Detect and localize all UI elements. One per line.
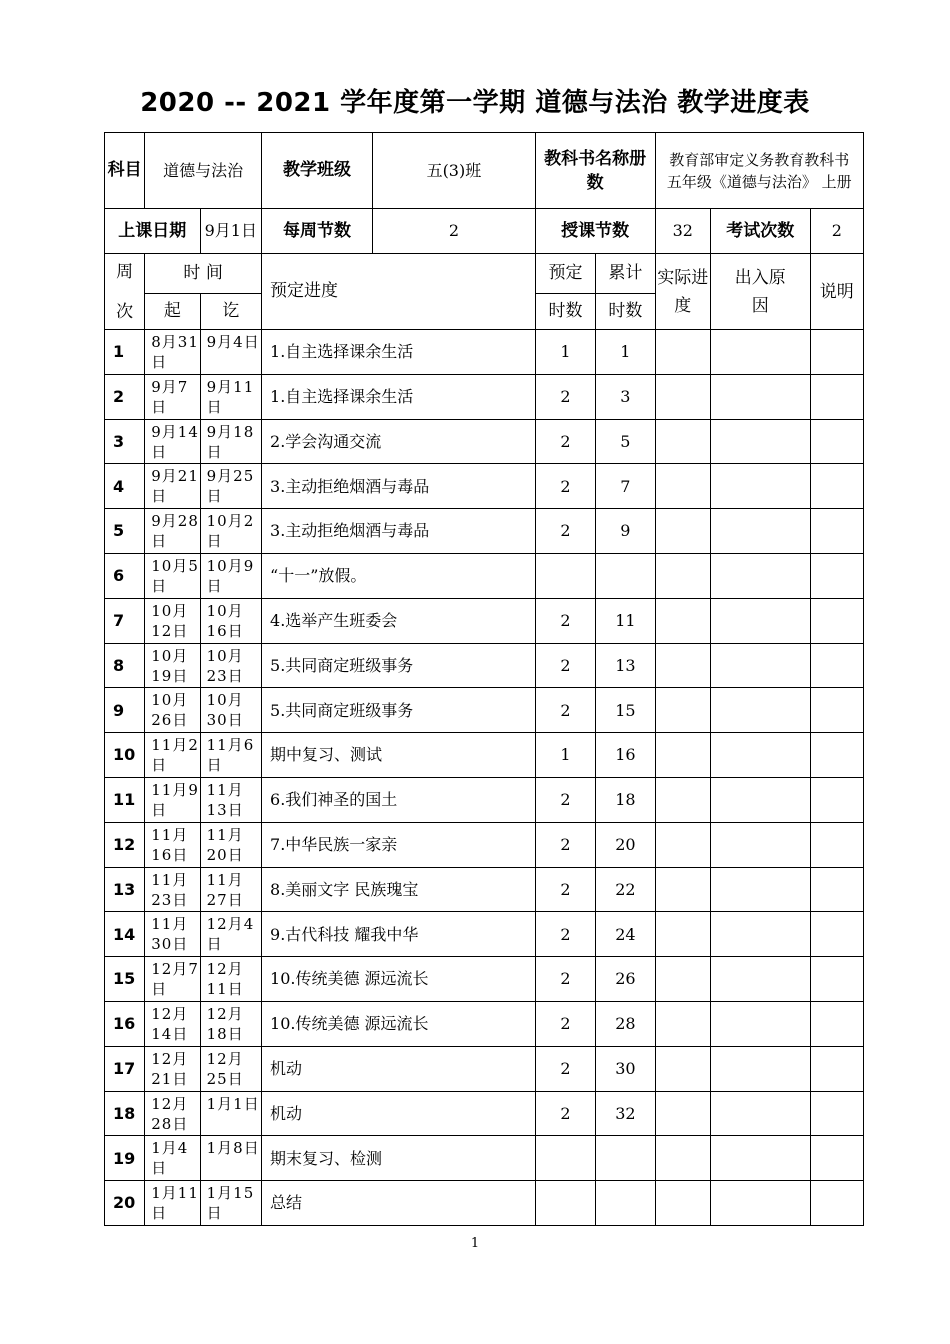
table-row <box>105 330 864 375</box>
note-cell <box>810 1001 863 1046</box>
note-cell <box>810 1046 863 1091</box>
cumulative-hours-header-top: 累计 <box>596 254 655 294</box>
cumulative-hours: 16 <box>596 733 655 778</box>
week-end-date: 1月15日 <box>200 1181 261 1226</box>
page-title: 2020 -- 2021 学年度第一学期 道德与法治 教学进度表 <box>140 88 810 118</box>
planned-hours <box>535 553 595 598</box>
class-label: 教学班级 <box>262 133 373 208</box>
planned-content: 1.自主选择课余生活 <box>262 374 536 419</box>
week-end-date: 10月9日 <box>200 553 261 598</box>
week-start-date: 9月28日 <box>145 509 200 554</box>
week-start-date: 9月21日 <box>145 464 200 509</box>
week-number: 4 <box>105 464 145 509</box>
time-header: 时 间 <box>145 254 262 294</box>
table-row <box>105 1181 864 1226</box>
week-number: 12 <box>105 822 145 867</box>
difference-reason-cell <box>710 419 810 464</box>
table-row <box>105 1136 864 1181</box>
week-end-date: 9月25日 <box>200 464 261 509</box>
cumulative-hours: 11 <box>596 598 655 643</box>
planned-hours: 2 <box>535 867 595 912</box>
difference-reason-cell <box>710 598 810 643</box>
week-start-date: 12月28日 <box>145 1091 200 1136</box>
table-row <box>105 464 864 509</box>
actual-progress-cell <box>655 733 710 778</box>
difference-reason-cell <box>710 1001 810 1046</box>
cumulative-hours: 24 <box>596 912 655 957</box>
actual-progress-cell <box>655 643 710 688</box>
planned-hours: 2 <box>535 957 595 1002</box>
difference-reason-cell <box>710 553 810 598</box>
week-number: 9 <box>105 688 145 733</box>
week-number: 2 <box>105 374 145 419</box>
week-end-date: 9月11日 <box>200 374 261 419</box>
cumulative-hours <box>596 1181 655 1226</box>
actual-progress-cell <box>655 867 710 912</box>
week-number: 20 <box>105 1181 145 1226</box>
note-cell <box>810 330 863 375</box>
difference-reason-cell <box>710 1136 810 1181</box>
note-cell <box>810 643 863 688</box>
table-row <box>105 688 864 733</box>
planned-content: 机动 <box>262 1046 536 1091</box>
week-header <box>105 254 145 330</box>
week-start-date: 11月16日 <box>145 822 200 867</box>
week-number: 16 <box>105 1001 145 1046</box>
actual-progress-cell <box>655 777 710 822</box>
planned-hours: 2 <box>535 1001 595 1046</box>
difference-reason-cell <box>710 374 810 419</box>
table-row <box>105 1091 864 1136</box>
week-end-date: 1月8日 <box>200 1136 261 1181</box>
table-row <box>105 777 864 822</box>
note-cell <box>810 509 863 554</box>
total-lessons-label: 授课节数 <box>535 209 655 254</box>
week-start-date: 11月9日 <box>145 777 200 822</box>
subject-value: 道德与法治 <box>145 133 262 209</box>
planned-content: 9.古代科技 耀我中华 <box>262 912 536 957</box>
cumulative-hours: 1 <box>596 330 655 375</box>
difference-reason-cell <box>710 509 810 554</box>
planned-content: 期末复习、检测 <box>262 1136 536 1181</box>
week-end-date: 11月20日 <box>200 822 261 867</box>
exam-count-label: 考试次数 <box>710 209 810 254</box>
cumulative-hours: 13 <box>596 643 655 688</box>
week-end-date: 11月27日 <box>200 867 261 912</box>
difference-reason-cell <box>710 643 810 688</box>
note-cell <box>810 374 863 419</box>
planned-content: 10.传统美德 源远流长 <box>262 1001 536 1046</box>
note-cell <box>810 598 863 643</box>
note-cell <box>810 553 863 598</box>
start-date-label: 上课日期 <box>105 209 201 254</box>
week-start-date: 9月14日 <box>145 419 200 464</box>
planned-content: 5.共同商定班级事务 <box>262 688 536 733</box>
planned-content: 6.我们神圣的国土 <box>262 777 536 822</box>
week-start-date: 10月19日 <box>145 643 200 688</box>
week-end-date: 11月13日 <box>200 777 261 822</box>
difference-reason-cell <box>710 957 810 1002</box>
actual-progress-cell <box>655 1181 710 1226</box>
weekly-value: 2 <box>448 221 459 241</box>
difference-reason-cell <box>710 912 810 957</box>
difference-reason-cell <box>710 688 810 733</box>
planned-content: 5.共同商定班级事务 <box>262 643 536 688</box>
weekly-label: 每周节数 <box>262 209 373 253</box>
note-cell <box>810 1136 863 1181</box>
week-end-date: 10月2日 <box>200 509 261 554</box>
planned-content: 10.传统美德 源远流长 <box>262 957 536 1002</box>
start-date-value: 9月1日 <box>200 209 261 254</box>
actual-progress-cell <box>655 1136 710 1181</box>
planned-content: 总结 <box>262 1181 536 1226</box>
cumulative-hours: 26 <box>596 957 655 1002</box>
note-cell <box>810 957 863 1002</box>
difference-reason-cell <box>710 1181 810 1226</box>
actual-progress-cell <box>655 957 710 1002</box>
exam-count-value: 2 <box>810 209 863 254</box>
difference-reason-header: 出入原因 <box>710 254 810 330</box>
week-end-date: 10月23日 <box>200 643 261 688</box>
table-row <box>105 822 864 867</box>
note-cell <box>810 688 863 733</box>
note-cell <box>810 464 863 509</box>
planned-hours: 2 <box>535 777 595 822</box>
week-number: 13 <box>105 867 145 912</box>
week-start-date: 1月11日 <box>145 1181 200 1226</box>
planned-hours: 2 <box>535 822 595 867</box>
week-end-date: 10月16日 <box>200 598 261 643</box>
week-start-date: 9月7日 <box>145 374 200 419</box>
table-row <box>105 1046 864 1091</box>
cumulative-hours: 30 <box>596 1046 655 1091</box>
planned-content: 2.学会沟通交流 <box>262 419 536 464</box>
planned-content: 8.美丽文字 民族瑰宝 <box>262 867 536 912</box>
planned-content: 机动 <box>262 1091 536 1136</box>
table-row <box>105 912 864 957</box>
week-number: 7 <box>105 598 145 643</box>
week-start-date: 10月12日 <box>145 598 200 643</box>
difference-reason-cell <box>710 867 810 912</box>
cumulative-hours: 18 <box>596 777 655 822</box>
week-start-date: 12月7日 <box>145 957 200 1002</box>
cumulative-hours-header-bottom: 时数 <box>596 294 655 330</box>
week-number: 1 <box>105 330 145 375</box>
actual-progress-cell <box>655 598 710 643</box>
cumulative-hours <box>596 1136 655 1181</box>
week-start-date: 11月30日 <box>145 912 200 957</box>
actual-progress-cell <box>655 553 710 598</box>
planned-hours-header-bottom: 时数 <box>535 294 595 330</box>
actual-progress-cell <box>655 1046 710 1091</box>
table-row <box>105 598 864 643</box>
week-start-date: 8月31日 <box>145 330 200 375</box>
note-cell <box>810 777 863 822</box>
cumulative-hours: 3 <box>596 374 655 419</box>
planned-hours <box>535 1181 595 1226</box>
week-number: 6 <box>105 553 145 598</box>
actual-progress-cell <box>655 374 710 419</box>
planned-hours: 2 <box>535 464 595 509</box>
week-header-bottom: 次 <box>116 301 134 322</box>
note-cell <box>810 912 863 957</box>
actual-progress-cell <box>655 330 710 375</box>
cumulative-hours: 20 <box>596 822 655 867</box>
note-cell <box>810 867 863 912</box>
cumulative-hours: 22 <box>596 867 655 912</box>
planned-hours: 2 <box>535 419 595 464</box>
note-cell <box>810 1091 863 1136</box>
table-row <box>105 957 864 1002</box>
week-end-date: 12月18日 <box>200 1001 261 1046</box>
week-number: 18 <box>105 1091 145 1136</box>
cumulative-hours: 15 <box>596 688 655 733</box>
book-value: 教育部审定义务教育教科书 五年级《道德与法治》 上册 <box>655 133 863 209</box>
difference-reason-cell <box>710 777 810 822</box>
cumulative-hours: 28 <box>596 1001 655 1046</box>
table-row <box>105 509 864 554</box>
note-header: 说明 <box>810 254 863 330</box>
week-start-date: 10月5日 <box>145 553 200 598</box>
end-header: 讫 <box>200 294 261 330</box>
week-end-date: 1月1日 <box>200 1091 261 1136</box>
week-start-date: 11月23日 <box>145 867 200 912</box>
week-end-date: 12月4日 <box>200 912 261 957</box>
table-row <box>105 643 864 688</box>
difference-reason-cell <box>710 464 810 509</box>
difference-reason-cell <box>710 733 810 778</box>
planned-hours: 2 <box>535 509 595 554</box>
week-start-date: 1月4日 <box>145 1136 200 1181</box>
planned-hours: 2 <box>535 598 595 643</box>
week-end-date: 10月30日 <box>200 688 261 733</box>
note-cell <box>810 733 863 778</box>
week-end-date: 9月18日 <box>200 419 261 464</box>
planned-hours: 1 <box>535 330 595 375</box>
table-row <box>105 1001 864 1046</box>
table-row <box>105 419 864 464</box>
planned-content: 3.主动拒绝烟酒与毒品 <box>262 509 536 554</box>
table-row <box>105 867 864 912</box>
cumulative-hours: 7 <box>596 464 655 509</box>
actual-progress-cell <box>655 464 710 509</box>
actual-progress-cell <box>655 912 710 957</box>
week-start-date: 12月21日 <box>145 1046 200 1091</box>
table-row <box>105 733 864 778</box>
planned-hours-header-top: 预定 <box>535 254 595 294</box>
week-number: 14 <box>105 912 145 957</box>
week-end-date: 9月4日 <box>200 330 261 375</box>
week-number: 15 <box>105 957 145 1002</box>
actual-progress-cell <box>655 1091 710 1136</box>
cumulative-hours: 9 <box>596 509 655 554</box>
total-lessons-value: 32 <box>655 209 710 254</box>
week-end-date: 12月11日 <box>200 957 261 1002</box>
actual-progress-header: 实际进度 <box>655 254 710 330</box>
planned-content: 7.中华民族一家亲 <box>262 822 536 867</box>
planned-hours: 1 <box>535 733 595 778</box>
week-number: 19 <box>105 1136 145 1181</box>
book-label: 教科书名称册数 <box>535 133 655 209</box>
note-cell <box>810 419 863 464</box>
difference-reason-cell <box>710 1091 810 1136</box>
week-number: 11 <box>105 777 145 822</box>
week-number: 8 <box>105 643 145 688</box>
week-number: 10 <box>105 733 145 778</box>
week-number: 5 <box>105 509 145 554</box>
plan-header: 预定进度 <box>262 254 536 330</box>
cumulative-hours: 32 <box>596 1091 655 1136</box>
planned-content: 期中复习、测试 <box>262 733 536 778</box>
planned-content: 1.自主选择课余生活 <box>262 330 536 375</box>
week-header-top: 周 <box>116 261 134 282</box>
actual-progress-cell <box>655 419 710 464</box>
actual-progress-cell <box>655 688 710 733</box>
week-start-date: 12月14日 <box>145 1001 200 1046</box>
schedule-table <box>104 132 864 1226</box>
note-cell <box>810 1181 863 1226</box>
difference-reason-cell <box>710 822 810 867</box>
week-end-date: 11月6日 <box>200 733 261 778</box>
week-start-date: 11月2日 <box>145 733 200 778</box>
cumulative-hours <box>596 553 655 598</box>
actual-progress-cell <box>655 822 710 867</box>
class-value: 五(3)班 <box>426 160 482 180</box>
page-number: 1 <box>470 1236 480 1251</box>
planned-content: 4.选举产生班委会 <box>262 598 536 643</box>
planned-content: 3.主动拒绝烟酒与毒品 <box>262 464 536 509</box>
note-cell <box>810 822 863 867</box>
table-row <box>105 553 864 598</box>
planned-content: “十一”放假。 <box>262 553 536 598</box>
cumulative-hours: 5 <box>596 419 655 464</box>
planned-hours: 2 <box>535 374 595 419</box>
planned-hours: 2 <box>535 912 595 957</box>
planned-hours: 2 <box>535 688 595 733</box>
week-number: 3 <box>105 419 145 464</box>
planned-hours: 2 <box>535 1046 595 1091</box>
planned-hours <box>535 1136 595 1181</box>
difference-reason-cell <box>710 1046 810 1091</box>
planned-hours: 2 <box>535 1091 595 1136</box>
table-row <box>105 374 864 419</box>
subject-label: 科目 <box>105 133 145 209</box>
difference-reason-cell <box>710 330 810 375</box>
week-number: 17 <box>105 1046 145 1091</box>
week-end-date: 12月25日 <box>200 1046 261 1091</box>
actual-progress-cell <box>655 1001 710 1046</box>
start-header: 起 <box>145 294 200 330</box>
week-start-date: 10月26日 <box>145 688 200 733</box>
actual-progress-cell <box>655 509 710 554</box>
planned-hours: 2 <box>535 643 595 688</box>
